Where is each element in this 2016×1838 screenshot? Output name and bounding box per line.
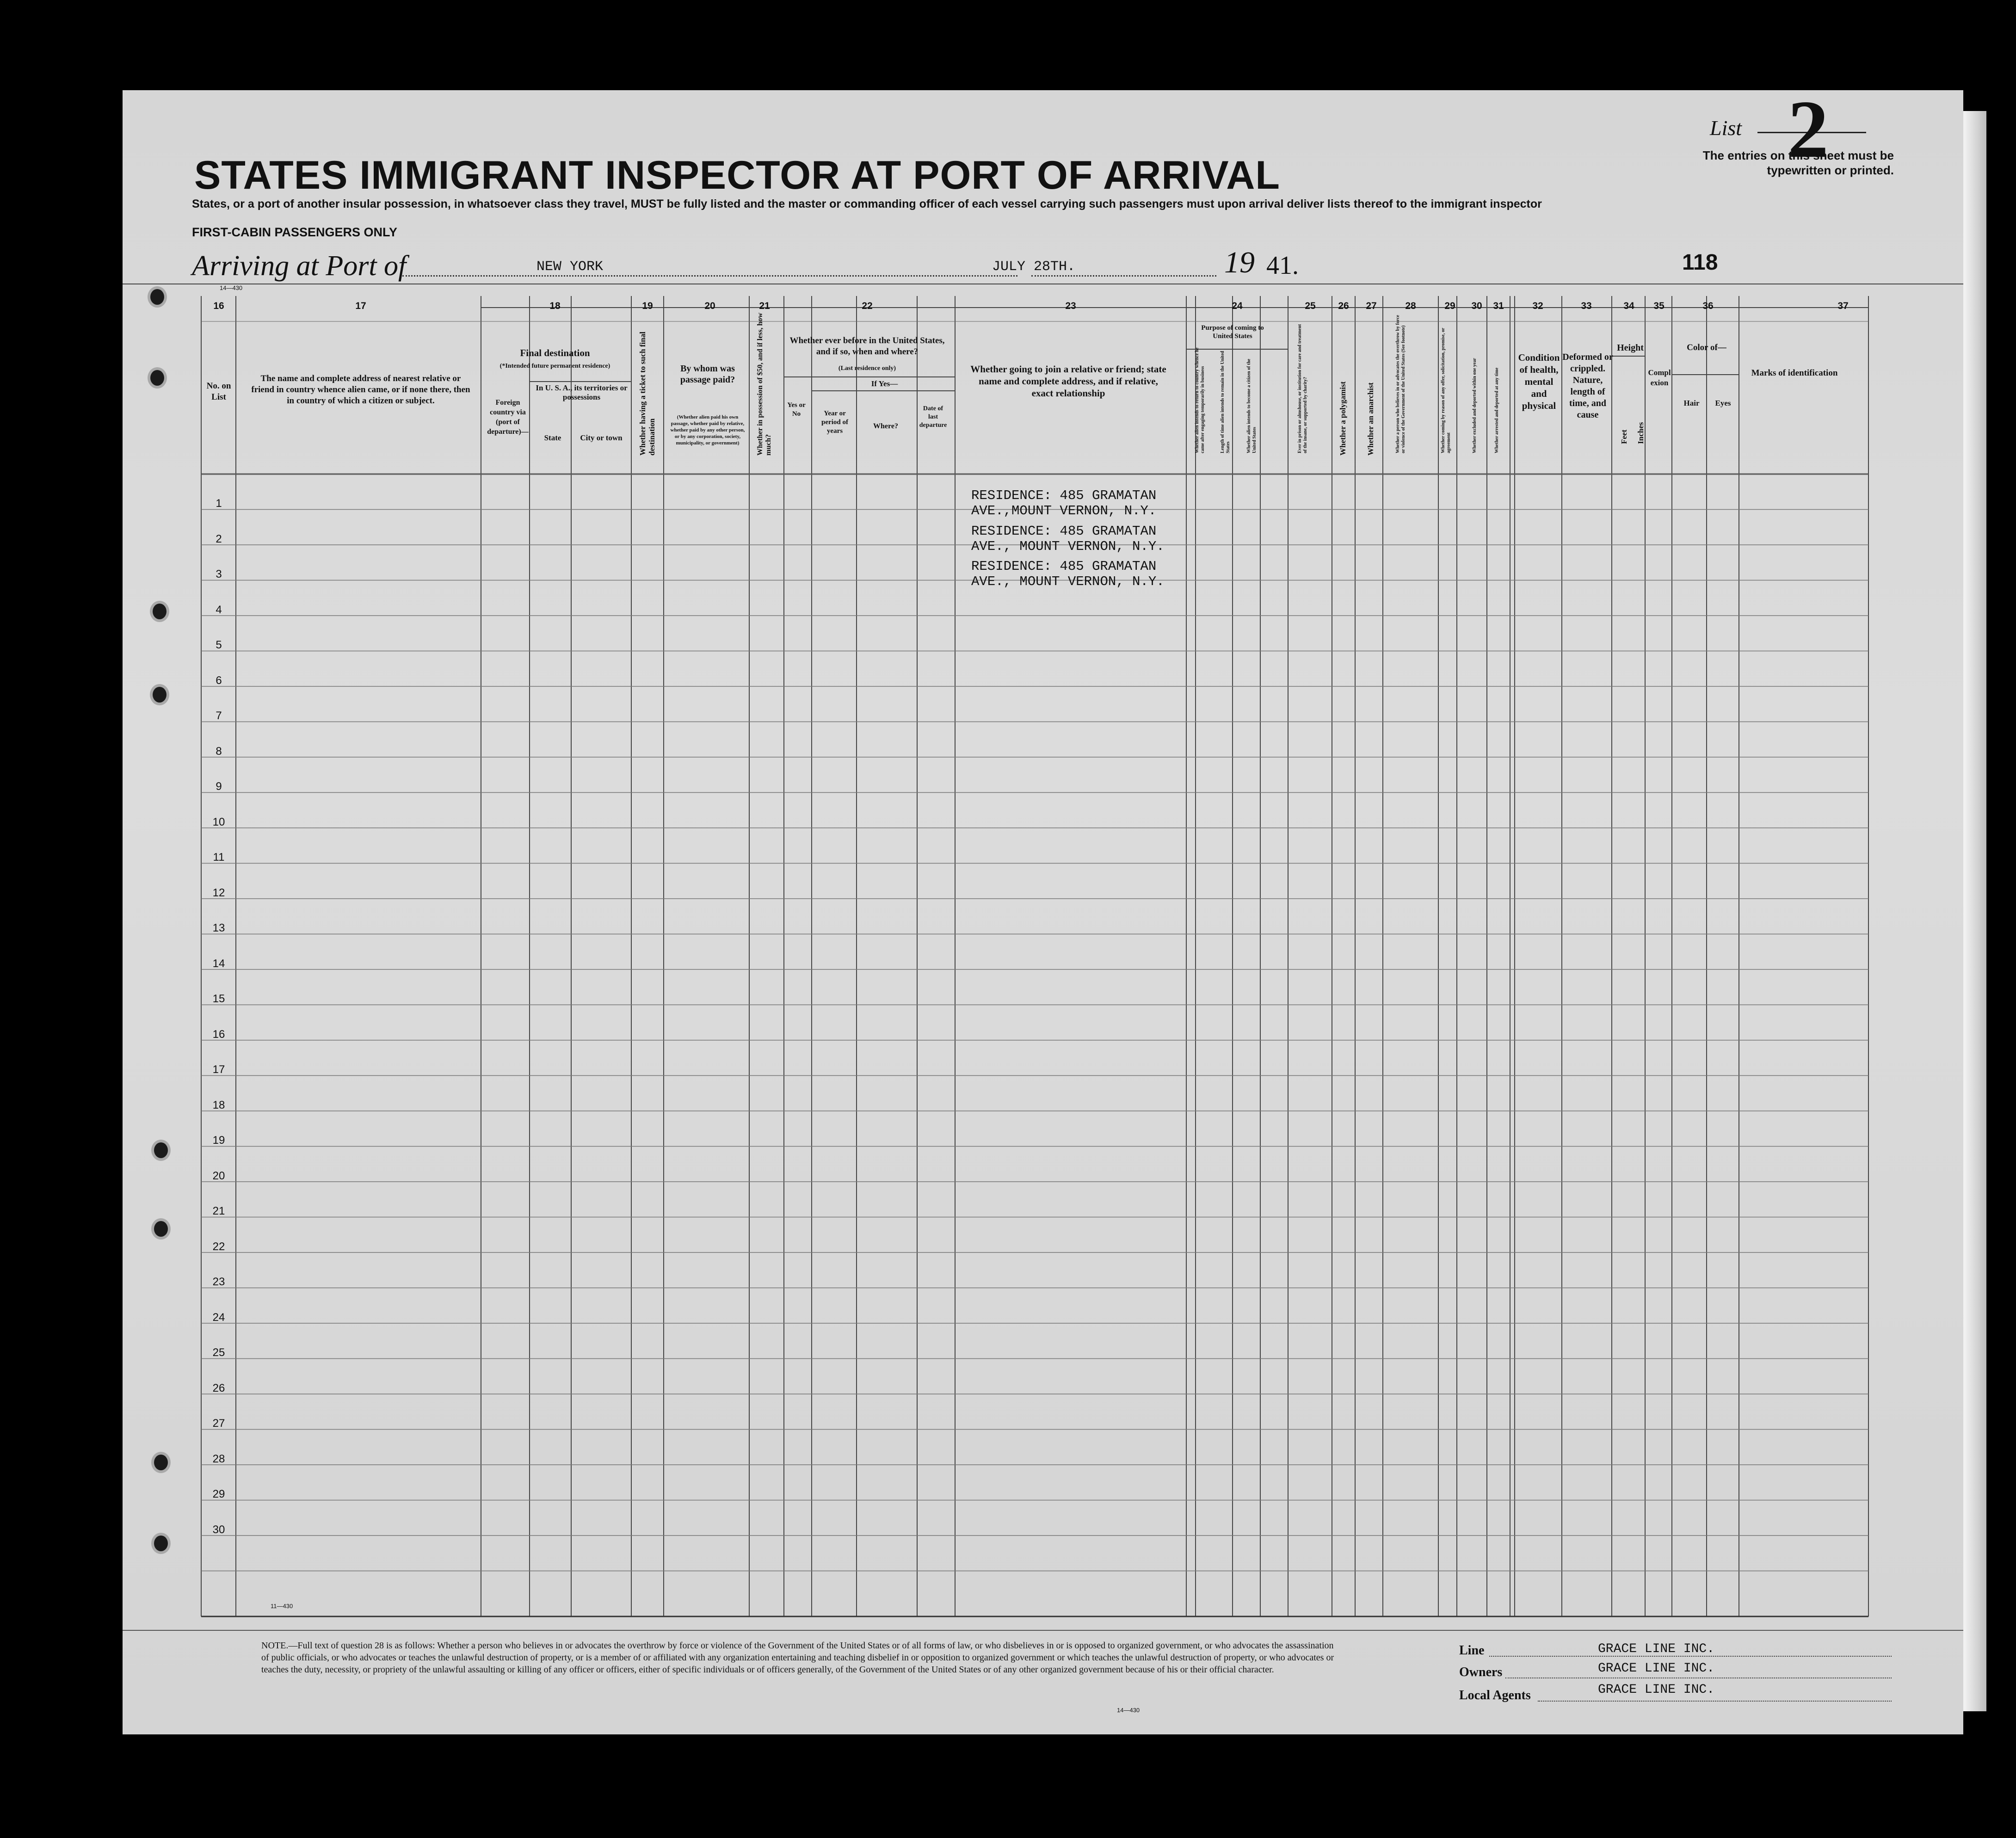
header-offer: Whether coming by reason of any offer, solicitation, promise, or agreement: [1441, 327, 1451, 453]
column-number: 21: [759, 301, 770, 311]
manifest-grid: [123, 83, 1963, 1734]
row-number: 23: [212, 1276, 225, 1288]
column-number: 20: [704, 301, 715, 311]
column-number: 18: [549, 301, 561, 311]
header-city: City or town: [580, 433, 623, 442]
header-purpose-citizen: Whether alien intends to become a citizen of the United States: [1246, 358, 1257, 453]
entry-row-3-line1: RESIDENCE: 485 GRAMATAN: [971, 559, 1157, 574]
year-suffix: 41.: [1266, 251, 1299, 280]
header-feet: Feet: [1620, 429, 1628, 444]
header-prison: Ever in prison or almshouse, or institution for care and treatment of the insane, or supported by charity?: [1297, 324, 1308, 453]
class-note: FIRST-CABIN PASSENGERS ONLY: [192, 225, 398, 239]
port-value: NEW YORK: [536, 259, 604, 275]
column-number: 22: [862, 301, 873, 311]
header-polygamist: Whether a polygamist: [1338, 381, 1347, 456]
header-purpose-length: Length of time alien intends to remain in the United States: [1220, 351, 1231, 453]
entry-row-2-line2: AVE., MOUNT VERNON, N.Y.: [971, 539, 1165, 554]
agents-label: Local Agents: [1459, 1688, 1531, 1702]
column-number: 24: [1232, 301, 1243, 311]
header-passage-paid: By whom was passage paid?: [680, 364, 735, 385]
row-number: 17: [212, 1063, 225, 1076]
row-number: 7: [216, 709, 222, 722]
column-number: 26: [1338, 301, 1349, 311]
row-number: 14: [212, 957, 225, 970]
header-height: Height: [1617, 343, 1644, 353]
header-condition: Condition of health, mental and physical: [1518, 352, 1560, 411]
form-title: STATES IMMIGRANT INSPECTOR AT PORT OF ARRIVAL: [194, 153, 1280, 197]
row-number: 6: [216, 674, 222, 687]
row-number: 1: [216, 497, 222, 510]
year-prefix: 19: [1224, 246, 1255, 279]
header-join-relative: Whether going to join a relative or friend; state name and complete address, and if relative, exact relationship: [970, 364, 1166, 399]
column-number: 25: [1305, 301, 1316, 311]
entry-row-1-line1: RESIDENCE: 485 GRAMATAN: [971, 488, 1157, 503]
row-number: 25: [212, 1346, 225, 1359]
header-inches: Inches: [1636, 422, 1645, 444]
column-number: 30: [1471, 301, 1482, 311]
arriving-label: Arriving at Port of: [192, 250, 407, 282]
column-number: 33: [1581, 301, 1592, 311]
form-code-top: 14—430: [220, 284, 243, 291]
header-anarchist: Whether an anarchist: [1366, 382, 1375, 456]
column-number: 19: [642, 301, 653, 311]
header-in-usa: In U. S. A., its territories or possessions: [536, 383, 628, 401]
page-number: 118: [1682, 250, 1718, 275]
owners-value: GRACE LINE INC.: [1598, 1661, 1715, 1676]
list-number: 2: [1788, 83, 1829, 175]
footnote-question-28: NOTE.—Full text of question 28 is as follows: Whether a person who believes in or advocates the overthrow by force or violence of the Government of the United States or of all forms of law, or who disbelieves in or is opposed to organized government, or who advocates the assassination of public officials, or who advocates or teaches the unlawful destruction of property, or is a member of or affiliated with any organization entertaining and teaching disbelief in or opposition to organized government or which teaches the unlawful destruction of property, or who advocates or teaches the duty, necessity, or propriety of the unlawful assaulting or killing of any officer or officers, either of specific individuals or of officers generally, of the Government of the United States or of any other organized government because of his or their official character.: [261, 1641, 1334, 1675]
entry-row-3-line2: AVE., MOUNT VERNON, N.Y.: [971, 574, 1165, 589]
header-passage-paid-sub: (Whether alien paid his own passage, whether paid by relative, whether paid by any other person, or by any corporation, society, municipality, or government): [670, 414, 745, 446]
row-number: 8: [216, 745, 222, 758]
row-number: 13: [212, 922, 225, 934]
header-hair: Hair: [1683, 399, 1700, 407]
header-eyes: Eyes: [1715, 399, 1731, 407]
header-overthrow: Whether a person who believes in or advocates the overthrow by force or violence of the Government of the United States (See footnote): [1395, 315, 1406, 453]
entry-row-2-line1: RESIDENCE: 485 GRAMATAN: [971, 524, 1157, 539]
header-date-departure: Date of last departure: [919, 405, 947, 429]
row-number: 3: [216, 568, 222, 580]
column-number: 17: [355, 301, 366, 311]
header-deformed: Deformed or crippled. Nature, length of time, and cause: [1562, 352, 1613, 420]
row-number: 30: [212, 1523, 225, 1536]
header-if-yes: If Yes—: [871, 379, 898, 388]
header-excluded: Whether excluded and deported within one year: [1472, 358, 1477, 453]
row-number: 21: [212, 1205, 225, 1217]
line-value: GRACE LINE INC.: [1598, 1642, 1715, 1656]
row-number: 28: [212, 1452, 225, 1465]
header-ticket: Whether having a ticket to such final destination: [638, 332, 656, 456]
row-number: 20: [212, 1169, 225, 1182]
row-number: 26: [212, 1382, 225, 1394]
header-fifty-dollars: Whether in possession of $50, and if less, how much?: [756, 312, 772, 456]
header-purpose: Purpose of coming to United States: [1201, 324, 1264, 340]
agents-underline: [1538, 1701, 1892, 1702]
row-number: 12: [212, 886, 225, 899]
row-number: 18: [212, 1098, 225, 1111]
row-number: 2: [216, 532, 222, 545]
column-number: 36: [1702, 301, 1714, 311]
column-number: 34: [1623, 301, 1634, 311]
row-number: 10: [212, 815, 225, 828]
header-foreign-country: Foreign country via (port of departure)—: [487, 399, 529, 436]
manifest-sheet: [123, 83, 1963, 1734]
row-number: 4: [216, 603, 222, 616]
row-number: 11: [213, 851, 225, 863]
column-number: 16: [213, 301, 224, 311]
row-number: 22: [212, 1240, 225, 1253]
header-color: Color of—: [1687, 343, 1726, 352]
form-code-bottom: 11—430: [271, 1603, 293, 1610]
row-number: 29: [212, 1488, 225, 1500]
column-number: 37: [1837, 301, 1849, 311]
header-where: Where?: [873, 422, 898, 430]
header-final-destination: Final destination: [520, 347, 590, 358]
header-marks: Marks of identification: [1751, 368, 1838, 378]
header-complexion: Complexion: [1648, 368, 1671, 387]
entries-note: The entries on this sheet must be typewritten or printed.: [1702, 148, 1894, 177]
column-number: 28: [1405, 301, 1416, 311]
row-number: 27: [212, 1417, 225, 1430]
line-label: Line: [1459, 1643, 1485, 1658]
header-arrested: Whether arrested and deported at any time: [1494, 367, 1499, 453]
owners-label: Owners: [1459, 1665, 1503, 1679]
form-subtitle: States, or a port of another insular possession, in whatsoever class they travel, MUST be fully listed and the master or commanding officer of each vessel carrying such passengers must upon arrival deliver lists thereof to the immigrant inspector: [192, 197, 1542, 210]
column-number: 32: [1532, 301, 1543, 311]
column-number: 31: [1493, 301, 1504, 311]
row-number: 15: [212, 993, 225, 1005]
header-final-destination-sub: (*Intended future permanent residence): [499, 363, 610, 370]
row-number: 24: [212, 1311, 225, 1324]
row-number: 5: [216, 639, 222, 651]
row-number: 19: [212, 1134, 225, 1147]
header-no-on-list: No. on List: [206, 381, 231, 402]
agents-value: GRACE LINE INC.: [1598, 1683, 1715, 1697]
form-code-note: 14—430: [1117, 1707, 1140, 1714]
row-number: 9: [216, 780, 222, 793]
header-state: State: [544, 433, 561, 442]
list-label: List: [1710, 116, 1742, 140]
column-number: 29: [1444, 301, 1455, 311]
header-yes-no: Yes or No: [787, 401, 806, 418]
column-number: 23: [1065, 301, 1076, 311]
header-year-period: Year or period of years: [821, 410, 848, 435]
column-number: 27: [1366, 301, 1377, 311]
column-number: 35: [1653, 301, 1665, 311]
header-nearest-relative: The name and complete address of nearest relative or friend in country whence alien came, or if none there, then in country of which a citizen or subject.: [251, 374, 470, 406]
header-ever-before: Whether ever before in the United States, and if so, when and where?: [789, 336, 945, 357]
date-value: JULY 28TH.: [992, 259, 1076, 275]
header-last-residence: (Last residence only): [838, 365, 896, 372]
row-number: 16: [212, 1028, 225, 1041]
entry-row-1-line2: AVE.,MOUNT VERNON, N.Y.: [971, 503, 1157, 518]
grid-lines: [123, 83, 1963, 1734]
header-purpose-return: Whether alien intends to return to country whence he came after engaging temporarily in business: [1195, 347, 1205, 453]
